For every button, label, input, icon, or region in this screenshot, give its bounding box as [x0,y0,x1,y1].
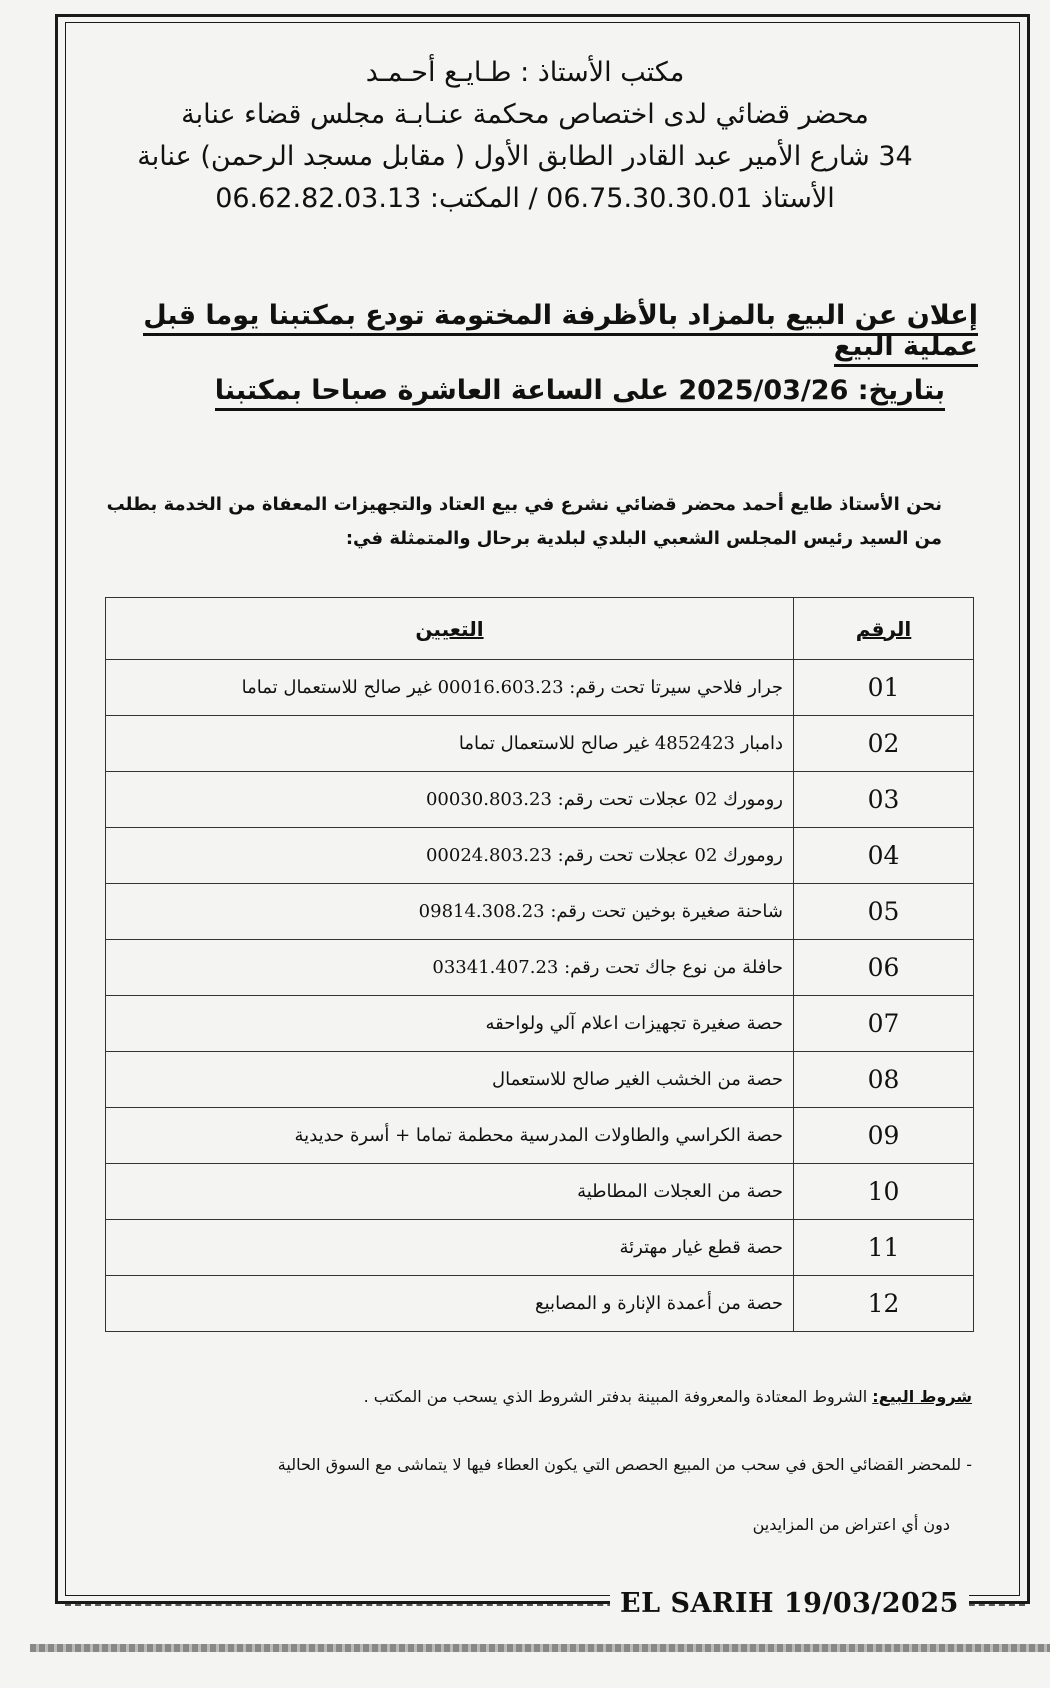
row-number: 08 [794,1052,974,1108]
table-row [106,1276,974,1332]
table-row [106,828,974,884]
table-row [106,884,974,940]
bailiff-right-note: - للمحضر القضائي الحق في سحب من المبيع الحصص التي يكون العطاء فيها لا يتماشى مع السوق الحالية [277,1455,972,1474]
row-number: 02 [794,716,974,772]
row-number: 01 [794,660,974,716]
sale-terms [72,1387,972,1406]
table-row [106,940,974,996]
table-row [106,716,974,772]
row-number: 06 [794,940,974,996]
row-description: حصة الكراسي والطاولات المدرسية محطمة تماما + أسرة حديدية [106,1108,794,1164]
page-bottom-bar [30,1644,1050,1652]
office-name: مكتب الأستاذ : طـايـع أحـمـد [365,57,685,88]
newspaper-name-date: EL SARIH 19/03/2025 [610,1588,969,1619]
announcement-title [78,300,978,362]
row-description: حصة من العجلات المطاطية [106,1164,794,1220]
row-number: 09 [794,1108,974,1164]
row-description: رومورك 02 عجلات تحت رقم: 00030.803.23 [106,772,794,828]
items-table [105,597,974,1332]
office-address: 34 شارع الأمير عبد القادر الطابق الأول ( مقابل مسجد الرحمن) عنابة [137,141,913,172]
table-row [106,1052,974,1108]
table-row [106,1164,974,1220]
row-number: 03 [794,772,974,828]
announcement-title-text: إعلان عن البيع بالمزاد بالأظرفة المختومة تودع بمكتبنا يوما قبل عملية البيع [143,300,978,367]
header-number: الرقم [794,598,974,660]
row-number: 04 [794,828,974,884]
row-description: حصة من أعمدة الإنارة و المصابيع [106,1276,794,1332]
table-row [106,1220,974,1276]
row-description: شاحنة صغيرة بوخين تحت رقم: 09814.308.23 [106,884,794,940]
row-number: 11 [794,1220,974,1276]
table-row [106,772,974,828]
bailiff-right-note-cont: دون أي اعتراض من المزايدين [752,1515,950,1534]
intro-paragraph: نحن الأستاذ طايع أحمد محضر قضائي نشرع في بيع العتاد والتجهيزات المعفاة من الخدمة بطلب من السيد رئيس المجلس الشعبي البلدي لبلدية برحال والمتمثلة في: [106,494,942,549]
row-description: دامبار 4852423 غير صالح للاستعمال تماما [106,716,794,772]
sale-terms-label: شروط البيع: [872,1387,972,1406]
table-row [106,1108,974,1164]
row-number: 07 [794,996,974,1052]
office-phones: الأستاذ 06.75.30.30.01 / المكتب: 06.62.82.03.13 [215,183,835,214]
sale-terms-text: الشروط المعتادة والمعروفة المبينة بدفتر الشروط الذي يسحب من المكتب . [363,1387,868,1406]
row-description: حصة صغيرة تجهيزات اعلام آلي ولواحقه [106,996,794,1052]
announcement-date [45,375,945,406]
header-designation: التعيين [106,598,794,660]
announcement-date-text: بتاريخ: 2025/03/26 على الساعة العاشرة صباحا بمكتبنا [215,375,945,411]
row-number: 10 [794,1164,974,1220]
table-header-row [106,598,974,660]
row-number: 05 [794,884,974,940]
row-number: 12 [794,1276,974,1332]
table-row [106,996,974,1052]
row-description: حافلة من نوع جاك تحت رقم: 03341.407.23 [106,940,794,996]
row-description: حصة من الخشب الغير صالح للاستعمال [106,1052,794,1108]
row-description: رومورك 02 عجلات تحت رقم: 00024.803.23 [106,828,794,884]
row-description: حصة قطع غيار مهترئة [106,1220,794,1276]
row-description: جرار فلاحي سيرتا تحت رقم: 00016.603.23 غير صالح للاستعمال تماما [106,660,794,716]
table-row [106,660,974,716]
office-header [100,52,950,220]
office-role: محضر قضائي لدى اختصاص محكمة عنـابـة مجلس قضاء عنابة [181,99,869,130]
